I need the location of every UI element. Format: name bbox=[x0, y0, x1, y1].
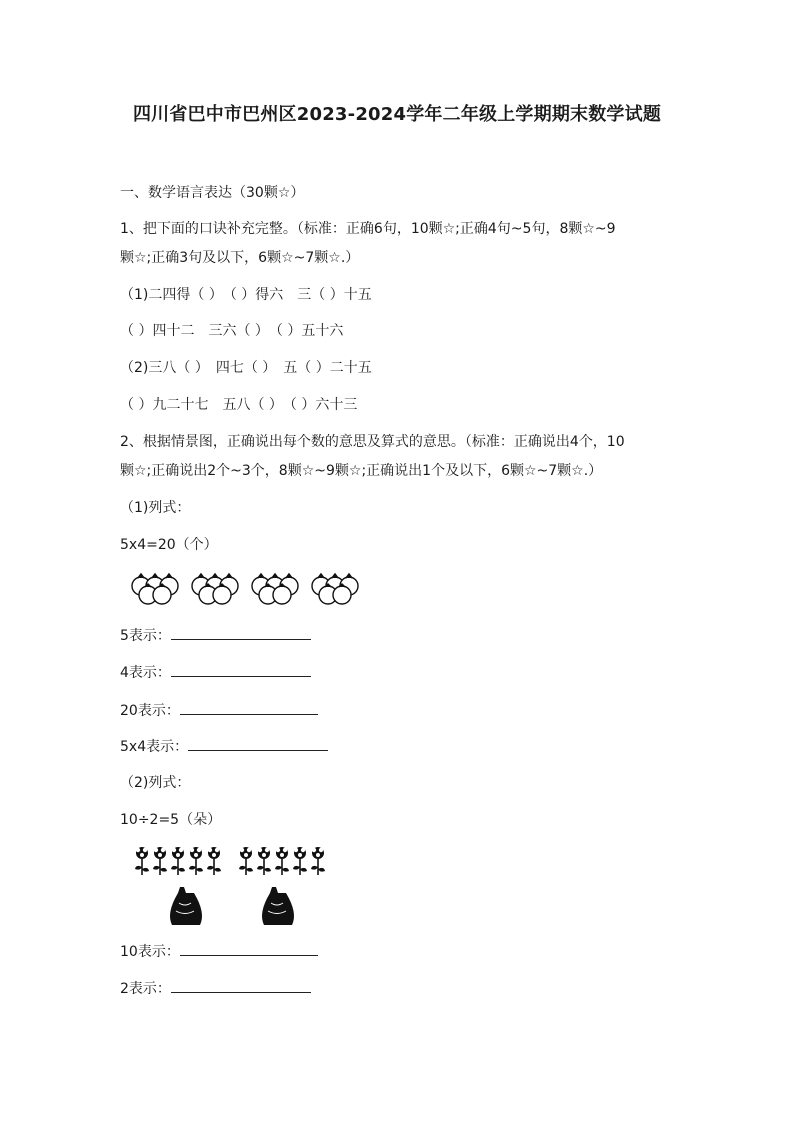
blank-line-2 bbox=[120, 978, 311, 999]
part-2-label: （2)列式： bbox=[120, 775, 191, 791]
part-1-equation: 5x4=20（个） bbox=[120, 537, 218, 553]
page-title: 四川省巴中市巴州区2023-2024学年二年级上学期期末数学试题 bbox=[132, 104, 662, 125]
tomato-groups-icon bbox=[128, 568, 368, 606]
question-2-text-cont: 颗☆;正确说出2个~3个，8颗☆~9颗☆;正确说出1个及以下，6颗☆~7颗☆.） bbox=[120, 463, 603, 479]
blank-label: 5x4表示： bbox=[120, 739, 189, 755]
answer-blank[interactable] bbox=[180, 700, 318, 715]
blank-line-5 bbox=[120, 625, 311, 646]
multiplication-rhyme-row: （ ）九二十七 五八（ ） （ ）六十三 bbox=[120, 397, 358, 413]
blank-label: 10表示： bbox=[120, 944, 180, 960]
answer-blank[interactable] bbox=[188, 736, 328, 751]
multiplication-rhyme-row: （1)二四得（ ） （ ）得六 三（ ）十五 bbox=[120, 287, 372, 303]
answer-blank[interactable] bbox=[171, 978, 311, 993]
blank-label: 4表示： bbox=[120, 665, 171, 681]
blank-line-20 bbox=[120, 700, 318, 721]
answer-blank[interactable] bbox=[180, 941, 318, 956]
multiplication-rhyme-row: （2)三八（ ） 四七（ ） 五（ ）二十五 bbox=[120, 360, 372, 376]
question-2-text: 2、根据情景图，正确说出每个数的意思及算式的意思。（标准：正确说出4个，10 bbox=[120, 434, 625, 450]
question-1-text-cont: 颗☆;正确3句及以下，6颗☆~7颗☆.） bbox=[120, 250, 360, 266]
blank-line-10 bbox=[120, 941, 318, 962]
blank-label: 5表示： bbox=[120, 628, 171, 644]
blank-label: 2表示： bbox=[120, 981, 171, 997]
blank-label: 20表示： bbox=[120, 703, 180, 719]
multiplication-rhyme-row: （ ）四十二 三六（ ） （ ）五十六 bbox=[120, 323, 344, 339]
blank-line-5x4 bbox=[120, 736, 328, 757]
flowers-and-vases-icon bbox=[132, 843, 332, 925]
part-1-label: （1)列式： bbox=[120, 500, 191, 516]
section-heading: 一、数学语言表达（30颗☆） bbox=[120, 185, 305, 201]
question-1-text: 1、把下面的口诀补充完整。（标准：正确6句，10颗☆;正确4句~5句，8颗☆~9 bbox=[120, 221, 616, 237]
part-2-equation: 10÷2=5（朵） bbox=[120, 812, 222, 828]
answer-blank[interactable] bbox=[171, 625, 311, 640]
blank-line-4 bbox=[120, 662, 311, 683]
answer-blank[interactable] bbox=[171, 662, 311, 677]
